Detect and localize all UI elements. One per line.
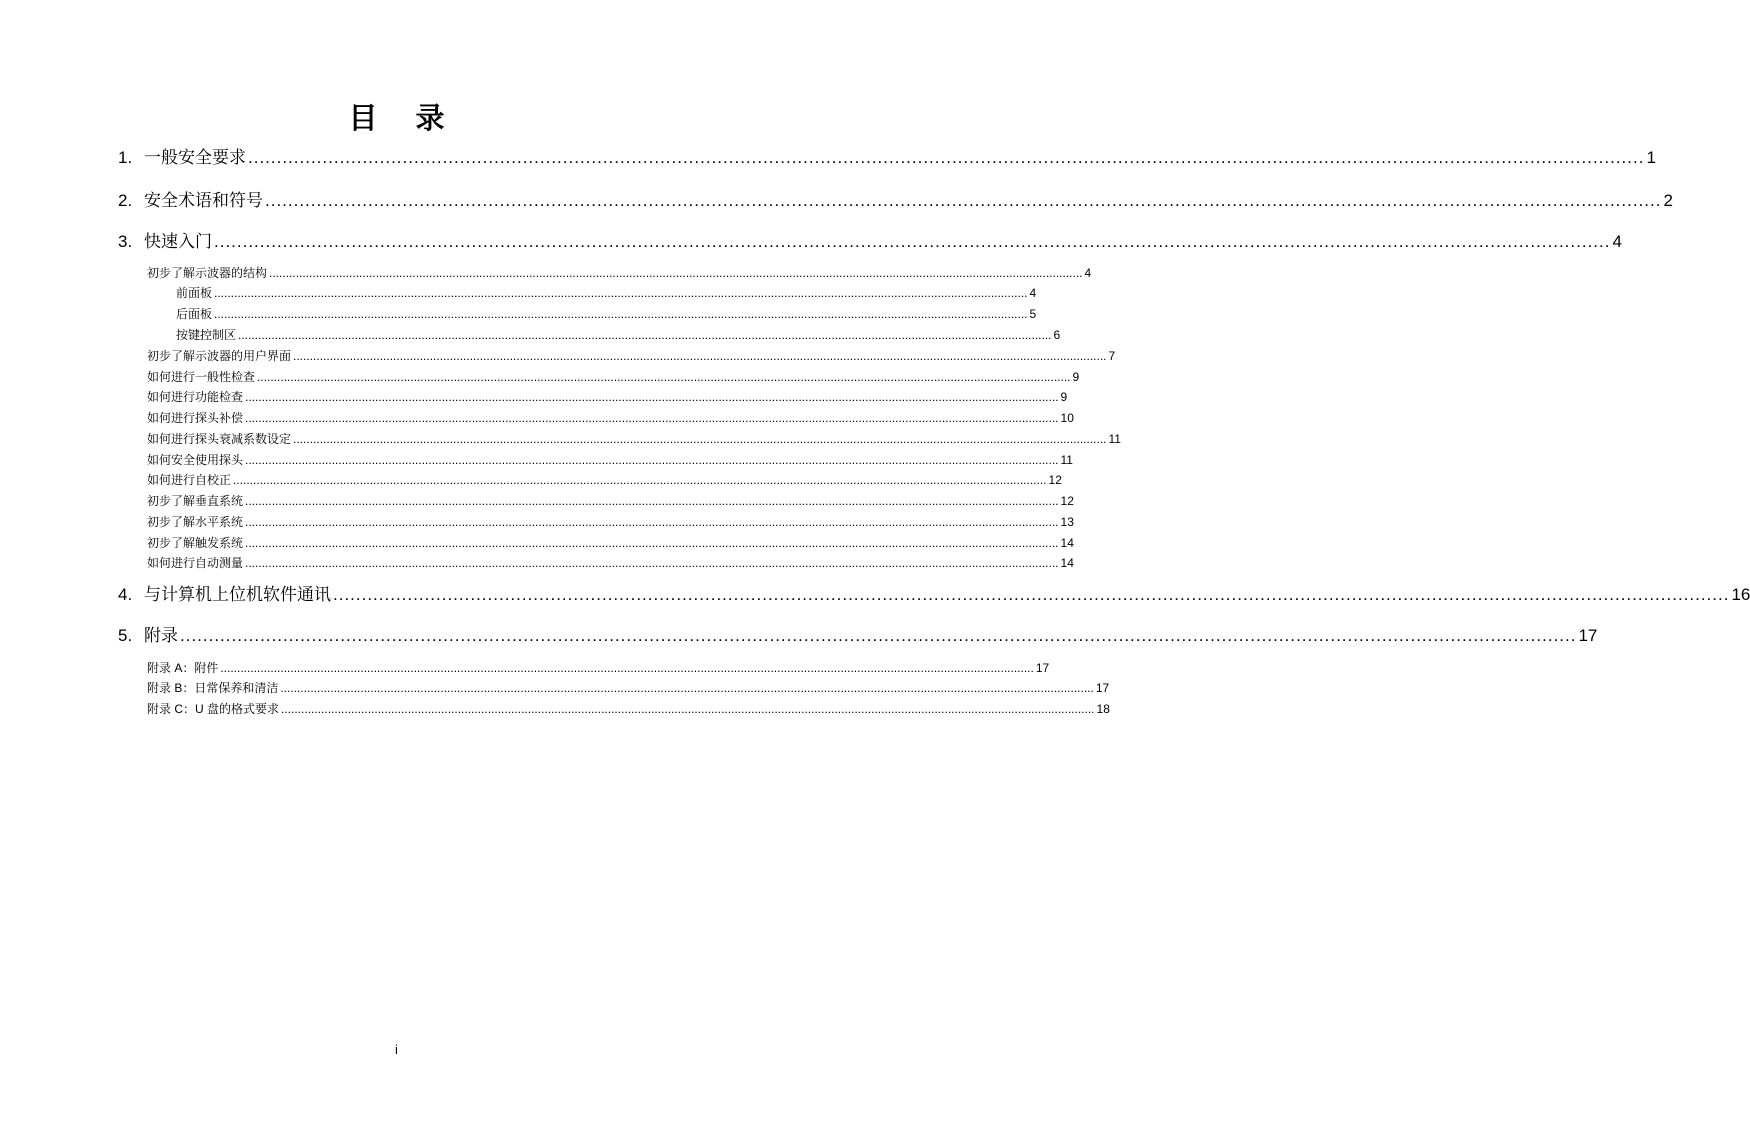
toc-page-number: 7 (1108, 349, 1116, 363)
dot-leader: .................................................................................................................................................................................................................................................... (233, 473, 1047, 487)
dot-leader: .................................................................................................................................................................................................................................................... (238, 328, 1052, 342)
toc-entry-safety-terms[interactable] (118, 189, 1673, 213)
dot-leader: .................................................................................................................................................................................................................................................... (180, 626, 1577, 645)
toc-entry-label: 初步了解触发系统 (147, 536, 244, 550)
toc-entry-label: 后面板 (176, 307, 213, 321)
toc-page-number: 16 (1731, 585, 1750, 604)
toc-entry-number: 2. (118, 191, 133, 210)
dot-leader: .................................................................................................................................................................................................................................................... (245, 453, 1059, 467)
toc-entry-label: 附录 A：附件 (147, 661, 219, 675)
dot-leader: .................................................................................................................................................................................................................................................... (220, 661, 1034, 675)
toc-page-number: 11 (1108, 432, 1121, 446)
toc-entry-trigger-system[interactable] (147, 534, 1074, 552)
toc-entry-label: 初步了解示波器的结构 (147, 266, 268, 280)
toc-entry-appendix[interactable] (118, 624, 1598, 648)
dot-leader: .................................................................................................................................................................................................................................................... (214, 307, 1028, 321)
toc-entry-probe-safety[interactable] (147, 451, 1073, 469)
page-number-footer: i (395, 1042, 398, 1057)
toc-page-number: 17 (1095, 681, 1110, 695)
toc-entry-quick-start[interactable] (118, 230, 1622, 254)
toc-page-number: 4 (1084, 266, 1092, 280)
toc-page-number: 13 (1060, 515, 1074, 529)
toc-entry-key-control-area[interactable] (176, 326, 1061, 344)
toc-entry-probe-attenuation[interactable] (147, 430, 1121, 448)
dot-leader: .................................................................................................................................................................................................................................................... (280, 681, 1094, 695)
toc-entry-label: 如何进行自动测量 (147, 556, 244, 570)
toc-entry-label: 附录 (144, 626, 178, 645)
toc-entry-user-interface[interactable] (147, 347, 1116, 365)
dot-leader: .................................................................................................................................................................................................................................................... (245, 390, 1059, 404)
toc-entry-appendix-b[interactable] (147, 679, 1110, 697)
toc-entry-pc-communication[interactable] (118, 583, 1750, 607)
toc-page-number: 9 (1072, 370, 1080, 384)
toc-entry-vertical-system[interactable] (147, 492, 1074, 510)
dot-leader: .................................................................................................................................................................................................................................................... (248, 148, 1645, 167)
dot-leader: .................................................................................................................................................................................................................................................... (293, 349, 1107, 363)
dot-leader: .................................................................................................................................................................................................................................................... (245, 556, 1059, 570)
toc-entry-label: 如何进行功能检查 (147, 390, 244, 404)
toc-entry-label: 与计算机上位机软件通讯 (144, 585, 331, 604)
dot-leader: .................................................................................................................................................................................................................................................... (245, 411, 1059, 425)
toc-entry-label: 初步了解示波器的用户界面 (147, 349, 292, 363)
toc-page-number: 9 (1060, 390, 1068, 404)
toc-entry-number: 3. (118, 232, 133, 251)
toc-entry-number: 5. (118, 626, 133, 645)
dot-leader: .................................................................................................................................................................................................................................................... (269, 266, 1083, 280)
toc-entry-rear-panel[interactable] (176, 305, 1037, 323)
toc-entry-probe-compensation[interactable] (147, 409, 1074, 427)
toc-page-number: 1 (1646, 148, 1656, 167)
toc-entry-appendix-c[interactable] (147, 700, 1110, 718)
dot-leader: .................................................................................................................................................................................................................................................... (245, 536, 1059, 550)
toc-page-number: 12 (1060, 494, 1074, 508)
toc-entry-label: 如何进行探头衰减系数设定 (147, 432, 292, 446)
toc-page-number: 18 (1096, 702, 1110, 716)
toc-entry-self-calibration[interactable] (147, 471, 1062, 489)
toc-entry-label: 前面板 (176, 286, 213, 300)
toc-entry-label: 快速入门 (144, 232, 212, 251)
toc-page-number: 4 (1029, 286, 1037, 300)
toc-entry-label: 初步了解垂直系统 (147, 494, 244, 508)
toc-entry-label: 如何安全使用探头 (147, 453, 244, 467)
toc-entry-label: 一般安全要求 (144, 148, 246, 167)
toc-entry-number: 4. (118, 585, 133, 604)
toc-entry-label: 附录 C：U 盘的格式要求 (147, 702, 280, 716)
dot-leader: .................................................................................................................................................................................................................................................... (265, 191, 1662, 210)
page-title: 目 录 (348, 101, 459, 135)
toc-entry-general-inspection[interactable] (147, 368, 1080, 386)
toc-entry-label: 如何进行自校正 (147, 473, 232, 487)
dot-leader: .................................................................................................................................................................................................................................................... (281, 702, 1095, 716)
toc-page-number: 5 (1029, 307, 1037, 321)
toc-page-number: 4 (1612, 232, 1622, 251)
toc-page-number: 17 (1035, 661, 1050, 675)
toc-entry-general-safety[interactable] (118, 146, 1656, 170)
dot-leader: .................................................................................................................................................................................................................................................... (293, 432, 1107, 446)
toc-page-number: 6 (1053, 328, 1061, 342)
dot-leader: .................................................................................................................................................................................................................................................... (333, 585, 1730, 604)
toc-entry-function-check[interactable] (147, 388, 1068, 406)
toc-page-number: 14 (1060, 556, 1074, 570)
toc-entry-oscilloscope-structure[interactable] (147, 264, 1092, 282)
toc-entry-auto-measurement[interactable] (147, 554, 1074, 572)
toc-entry-horizontal-system[interactable] (147, 513, 1074, 531)
dot-leader: .................................................................................................................................................................................................................................................... (214, 286, 1028, 300)
toc-entry-label: 如何进行探头补偿 (147, 411, 244, 425)
toc-page-number: 14 (1060, 536, 1074, 550)
toc-page-number: 10 (1060, 411, 1074, 425)
toc-entry-label: 安全术语和符号 (144, 191, 263, 210)
dot-leader: .................................................................................................................................................................................................................................................... (257, 370, 1071, 384)
toc-page-number: 11 (1060, 453, 1073, 467)
toc-page-number: 12 (1048, 473, 1062, 487)
toc-entry-number: 1. (118, 148, 133, 167)
toc-entry-label: 如何进行一般性检查 (147, 370, 256, 384)
toc-entry-front-panel[interactable] (176, 284, 1037, 302)
toc-entry-label: 附录 B：日常保养和清洁 (147, 681, 279, 695)
dot-leader: .................................................................................................................................................................................................................................................... (214, 232, 1611, 251)
dot-leader: .................................................................................................................................................................................................................................................... (245, 515, 1059, 529)
toc-page-number: 2 (1663, 191, 1673, 210)
toc-page-number: 17 (1578, 626, 1598, 645)
toc-entry-label: 按键控制区 (176, 328, 237, 342)
dot-leader: .................................................................................................................................................................................................................................................... (245, 494, 1059, 508)
toc-entry-appendix-a[interactable] (147, 659, 1050, 677)
toc-entry-label: 初步了解水平系统 (147, 515, 244, 529)
